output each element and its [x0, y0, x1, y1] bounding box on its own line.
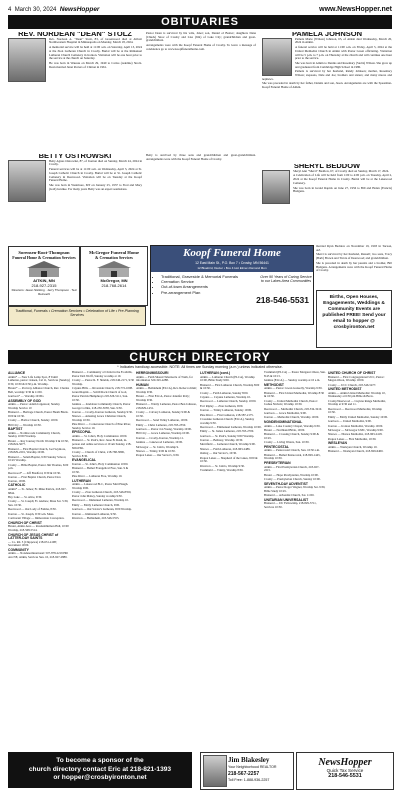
obituary-text: A funeral service will be held at 11:00 a.m. on Friday, April 5, 2024 at the United Methodist Church in Aitkin with Pastor Gwen officiating. Visitation will be 5 p.m. to 7 p.m. on Thursday at the church and will continue one hour prior to the service. [295, 45, 392, 61]
ad-location: McGregor, MN [100, 278, 128, 283]
ad-subheading: Funeral Home & Cremation Services [12, 255, 76, 260]
church-listing: Brainerd — First Lutheran Church, Worship 8:00 & 10:30. [200, 382, 260, 391]
church-listing: Aitkin — Pastor: Gwen Gunsolly, Worship 9:30. [264, 386, 323, 391]
church-listing: McGregor — McGregor UMC, Worship 9:00. [328, 427, 384, 432]
ad-heading: Koopf Funeral Home [151, 246, 313, 260]
ad-subheading: & Cremation Services [95, 255, 133, 260]
ad-phone[interactable]: 218-927-2315 [31, 283, 57, 288]
denomination-heading: WESLEYAN [328, 441, 347, 446]
church-listing: Aitkin — Faith Shared Tabernacle of Truth, for information 320-345-4288. [136, 374, 193, 383]
denomination-heading: EVANGELICAL [72, 458, 97, 463]
church-listing: Garrison — Pastor Jon Young, Worship 10:00. [136, 427, 192, 432]
agent-phone[interactable]: 218-567-2257 [228, 771, 260, 777]
church-listing: Pequot Lakes — Shepherd of the Lakes, 9:00 & 10:30. [200, 455, 258, 464]
church-listing: Crosby — Pastor R. F. Shields, 218-546-2171, 9:30 Worship. [72, 377, 134, 386]
denomination-heading: PENTECOSTAL [264, 444, 289, 449]
church-listing: Ironton — Crosby-Ironton, Worship 11. [136, 435, 184, 440]
portrait-photo [8, 38, 46, 82]
church-listing: Brainerd — UU Fellowship, 218-829-5711, Services 10:30. [264, 501, 317, 509]
services-list [151, 274, 259, 295]
church-listing: Brainerd — Salem Baptist, 9:30 Sunday School, 10:45 Worship. [8, 454, 67, 463]
church-directory-banner: CHURCH DIRECTORY [8, 350, 392, 364]
church-listing: Brainerd — First Congregational UCC, Pastor: Megan Olson, Worship 10:00. [328, 374, 385, 383]
denomination-heading: UNITED METHODIST [328, 387, 362, 392]
obituary-sheryl-beddow [262, 164, 392, 242]
denomination-heading: UNITARIAN UNIVERSALIST [264, 497, 309, 502]
church-listing: Jenkins (ELCA) — Sunday worship at 10 a.m. [264, 377, 321, 382]
church-listing: McGregor — St. John's, Worship 9. [136, 444, 179, 449]
church-listing: Crosby — Bible Baptist, Pastor Jim Thomas, 6:00 p.m. [8, 462, 69, 471]
obituary-dean-strolz [8, 32, 142, 150]
denomination-heading: BAPTIST [8, 427, 23, 432]
page-header [8, 4, 392, 14]
directory-column [264, 371, 326, 749]
directory-column [136, 371, 198, 749]
church-listing: Aitkin — First Presbyterian Church, 218-927-2215. [264, 464, 320, 473]
church-listing: Nisswa — Faith Lutheran, 218-963-2486. [200, 446, 251, 451]
church-listing: Aitkin — Lake Country Chapel, Worship 9:30. [264, 423, 321, 428]
footer-email[interactable]: or hopper@crosbyironton.net [53, 774, 147, 781]
denomination-heading: HERRON/MISSOURI [136, 371, 169, 375]
ad-phone[interactable]: 218-546-5531 [256, 294, 309, 305]
obituary-title: BETTY OSTROWSKI [38, 154, 112, 160]
newshopper-ad[interactable] [296, 752, 394, 790]
obituary-text: Sheryl Ann "Sherri" Beddow, 67, of Crosby died on Sunday, March 17, 2024. [293, 168, 390, 173]
denomination-heading: HUMAN [136, 382, 149, 387]
obituary-text: She is preceded in death by her parents and a brother, Bill Hudgens. Arrangements were with the Koopf Funeral Home of Crosby. [316, 260, 392, 273]
denomination-heading: SEVENTH-DAY ADVENTIST [264, 481, 308, 486]
obituary-text: Pamela Marie (Wilson) Johnson, 65, of Aitkin died Wednesday, March 20, 2024 in Aitkin. [295, 36, 392, 45]
church-listing: Outing — Our Savior's, 10:30. [200, 451, 237, 456]
denomination-heading: UNITED CHURCH OF CHRIST [328, 371, 376, 375]
church-listing: Aitkin — Wesleyan Church, Worship 10. [328, 444, 378, 449]
church-listing: Aitkin — Lutheran Church (ELCA), Worship 10:00, Bible Study 9:00. [200, 374, 255, 383]
church-listing: Brainerd — Wesleyan Church, 218-829-6400. [328, 449, 384, 454]
directory-column [200, 371, 262, 749]
ad-location: AITKIN, MN [33, 278, 55, 283]
portrait-photo [262, 170, 290, 204]
obituary-text: She was preceded in death by her father, Dennis and son, Jason. Arrangements are with the Spearman-Koopf Funeral Home of Aitkin. [262, 81, 392, 90]
denomination-heading: ALLIANCE [8, 371, 26, 375]
obituary-text: Rev. Nordean A. "Dean" Stolz, 83, of Greenwood died at Abbott Northwestern Hospital in Minneapolis on Monday, March 18, 2024. [49, 36, 142, 45]
denomination-heading: PRESBYTERIAN [264, 461, 291, 466]
church-listing: Grand Rapids — Soltill Rock Church of God, Pastor Patrick Humphreys 218-326-5111, Sun. 10:30. [72, 390, 128, 402]
church-listing: Brainerd — First United Methodist, Worship 8:30 & 10:30. [264, 390, 324, 399]
church-listing: Crosby — Zion Lutheran Church, 218-546-8350, Pastor John Mabey, Sunday worship 9:30. [72, 490, 132, 498]
ad-address: 12 East Main St., P.O. Box 7 • Crosby, MN 56441 [151, 260, 313, 266]
church-listing: Crosby — United Methodist Church, Pastor: Joshua Nichols; Worship 10:30. [264, 398, 318, 407]
agent-office: Toll Free: 1-888-936-2257 [228, 778, 270, 782]
church-listing: Garrison — St. Paul's, Sunday 9:00 Worship. [200, 433, 255, 438]
church-listing: — Co. Rd. 3 (Chippewa) 218-631-4198; Sacrament 10:00. [8, 539, 57, 548]
church-listing: Pequot Lakes — First Methodist, 10:30. [328, 436, 377, 441]
church-listing: Crosby — UCC Church, 218-546-5477. [328, 382, 377, 387]
church-listing: Garrison — United Methodist, 9:00. [328, 419, 372, 424]
ad-street: 12 Bluebird, Dexter • Box 4 Hot Elmer-Osmond Mon [151, 266, 313, 272]
koopf-funeral-home-ad[interactable] [150, 245, 314, 325]
ad-heading: Sorensen-Root-Thompson [18, 250, 70, 255]
church-listing: Deerwood — Methodist Church, 218-534-3210. [264, 406, 322, 411]
births-announcement-ad[interactable]: Births, Open Houses, Engagements, Weddings & Community Events are published FREE! Send your email to hopper @ crosbyironton.net [316, 290, 392, 348]
denomination-heading: NONDENOMINATIONAL [264, 419, 303, 424]
church-listing: Nisswa — Amazing Grace Christian Church, Worship 10:30. [72, 414, 127, 422]
church-listing: Garrison* — Worship 10:00a [8, 394, 44, 399]
obituary-betty-ostrowski-cont [146, 154, 256, 242]
church-listing: Crosby — Living Waters, Sun. 10:30. [264, 440, 310, 445]
site-url[interactable]: www.NewsHopper.net [319, 5, 392, 13]
obituary-text: She was born in Aitkin to Dennis and Rosemary (Stoltz) Wilson. She grew up and graduated from Cambridge High School in 1980. [295, 60, 392, 69]
church-listing: Ironton — St. Joseph, 9:30 a.m. Mass. [8, 511, 55, 516]
church-listing: Brainerd — Bethel Evangelical Free, Sun. 9 & 10:30. [72, 466, 129, 474]
denomination-heading: CATHOLIC [8, 483, 26, 488]
obituary-text: Pastor Dean is survived by his wife, Janet; son, Daniel of Baxter; daughters Dana (Chuck) Stroz of Crosby and Lisa (Jim) of Lake City; grandchildren and great-grandchildren. [146, 32, 256, 43]
church-listing: Aitkin — Bethlehem (ELCA), Rev. Rebecca Imm; Worship 9:30. [136, 386, 197, 394]
sponsor-footer [8, 752, 192, 788]
ad-directors: Directors: Jason Sticking · Jerry Thompson · Ted Reinoehl [11, 288, 77, 296]
mcgregor-funeral-ad[interactable] [80, 246, 148, 306]
church-listing: Pine River — Cornerstone Church of Pine River, Sunday Service 10. [72, 422, 131, 430]
church-listing: Bay Lake — St. Alice, 9:30. [8, 494, 42, 499]
obituary-title: SHERYL BEDDOW [293, 164, 361, 170]
church-listing: Nisswa — Trinity, 9:00 & 10:30. [136, 449, 176, 454]
church-listing: Ironton — Trinity Lutheran, Sunday 10:00. [200, 408, 252, 413]
agent-photo [203, 755, 227, 787]
church-listing: Aitkin — Nondenominational: 507-878-2219 Hill Ave NE, Aitkin, Services Sun. 10, 218-927-2880. [8, 551, 68, 560]
church-listing: Deerwood — Lutheran Church, Sunday 10:00. [200, 399, 257, 404]
church-listing: Riverton — Bethlehem, 218-546-5555. [72, 515, 120, 520]
church-listing: Emily — Christ Lutheran, 218-763-2350. [136, 422, 186, 427]
directory-column [8, 371, 70, 749]
page-info: 4 March 30, 2024 NewsHopper [8, 5, 100, 13]
denomination-heading: ASSEMBLY OF GOD [8, 398, 41, 403]
ad-brand: NewsHopper [318, 757, 372, 768]
obituary-text: A Celebration of Life will be held from 1:00 to 4:00 p.m. on Tuesday, April 2, 2024 at the Koopf Funeral Home in Crosby. Burial will be at the Lakewood Cemetery. [293, 173, 392, 185]
church-listing: Ironton — Methodist Church, Worship 10:00. [264, 415, 319, 420]
church-listing: Brainerd — Community of Christ in the Foothills, Pastor Deb Wolff, Sunday worship at 10. [72, 371, 133, 378]
church-listing: Ironton — Immanuel Lutheran, 9:30. [72, 511, 117, 516]
obituary-betty-ostrowski [8, 154, 142, 242]
ad-phone[interactable]: 218-768-2614 [101, 283, 127, 288]
obituary-text: married Ryan Beddow on November 19, 1993 in Tucson, AZ. [316, 245, 392, 252]
church-listing: Deerwood — Sand Valley Lutheran, 10:00. [136, 418, 189, 423]
obituary-text: She was born in Westmore, MT on January 25, 1937 to Fred and Mary (Gall) Grunke. For many years Betty was an expert seamstress. [49, 182, 142, 191]
church-listing: Crosby — St. Joseph; Fr. Andrew, Mass Sat. 5:30, Sun. 10:30. [8, 499, 69, 507]
denomination-heading: CHURCH OF JESUS CHRIST of LATTER-DAY SAINTS [8, 532, 59, 541]
obituary-pamela-johnson [262, 32, 392, 160]
denomination-heading: COMMUNITY [8, 547, 29, 552]
church-listing: Brainerd — Heritage Church, Pastor Heath Black. 9:00 & 10:30. [8, 410, 69, 418]
obituary-text: Betty Agnes Ostrowski, 87, of Ironton died on Sunday, March 24, 2024 in Crosby. [49, 158, 142, 167]
church-listing: Deerwood — Our Lady of Fatima, 8:30. [8, 507, 57, 512]
church-listing: Ironton — St. John's, Holy Communion 10:00. [72, 461, 129, 466]
church-directory-note: * Indicates handicap accessible. NOTE: All times are Sunday morning (a.m.) unless indicated otherwise. [117, 365, 283, 369]
denomination-heading: METHODIST [264, 382, 284, 387]
denomination-heading: LUTHERAN (cont.) [200, 371, 230, 375]
agent-name: Jim Blakesley [228, 756, 270, 764]
church-listing: Baxter — First ELCA, Pastor Jennifer Petty; Worship 9:30. [136, 394, 190, 402]
church-listing: Crosby — Church of Christ, 218-768-3806, Service 8:30. [72, 450, 125, 458]
denomination-heading: EPISCOPAL [72, 430, 92, 435]
church-listing: Aitkin — Pastor: Adam Jorgenson; Sunday Worship Service 10 [8, 402, 60, 410]
obituary-text: Arrangements were with the Koopf Funeral Home of Crosby. To leave a message of condolence go to www.koopffuneralhome.com. [146, 43, 256, 51]
church-listing: Crosby — Harbor Church, Sunday 10:00. [8, 418, 59, 423]
church-listing: Cormorant Village — Immaculate Conception. [8, 516, 65, 521]
church-listing: Garrison — Grace Methodist, 9:00. [264, 410, 307, 415]
church-listing: Aitkin — Aitkin United Methodist: Worship 10, Wednesday at 6:30 pm Bible & Brew. [328, 390, 386, 399]
church-listing: Deerwood — Deerwood Methodist, Worship 10:30. [328, 406, 382, 415]
church-listing: Nisswa — Nisswa Methodist, 218-963-2418. [328, 432, 383, 437]
church-listing: Crosslake Lutheran Church (ELCA), Sunday worship 9:30. [200, 416, 255, 425]
church-listing: Baxter — Ray Journey North: Worship 9 & 10:30, 218-824-5677. [8, 438, 69, 447]
portrait-photo [262, 38, 292, 76]
obituary-text: Betty is survived by three sons and grandchildren and great-grandchildren. Arrangements were with the Koopf Funeral Home of Crosby. [146, 154, 256, 161]
church-listing: Crosby — Calvary Lutheran, Sunday 9:00 & 10:30. [136, 410, 190, 418]
church-listing: Ironton — Bethany, Worship 10:30. [200, 438, 244, 443]
church-listing: Aitkin — Lakewood ELC, Pastor Matt Haugh. Worship 9:00. [72, 482, 129, 490]
church-listing: Hill City — Worship 10:30. [8, 422, 42, 427]
church-listing: Ironton — First Baptist Church, Pastor Don Ironton, 10:00. [8, 475, 61, 483]
sorensen-funeral-ad[interactable] [8, 246, 80, 306]
church-listing: Pine River — First Lutheran, 218-587-2175. [200, 412, 254, 417]
church-listing: Emily — St. James Lutheran, 218-763-2700. [200, 429, 254, 434]
newspaper-logo: NewsHopper [59, 5, 100, 13]
obituary-title: PAMELA JOHNSON [291, 32, 362, 38]
obituary-text: A memorial service will be held at 11:00 a.m. on Saturday, April 13, 2024 at the Zion Lutheran Church in Crosby. Burial will be at the Immanuel Lutheran Church Cemetery in Ironton. Visitation will be one hour prior to the service at the church on Saturday. [49, 45, 142, 61]
church-listing: Pine River — Lutheran Free, Worship 10. [72, 474, 123, 479]
church-listing: Crosby — Presbyterian Church, Sunday 10:00. [264, 477, 321, 481]
church-listing: Cuyuna — Cuyuna Lutheran, Worship 10. [200, 394, 251, 399]
church-listing: Baxter — Hope Presbyterian, Worship 10:00. [264, 472, 319, 477]
church-listing: Merrifield — Lutheran Church, Worship 9:00. [200, 442, 256, 447]
footer-line: church directory contact Eric at 218-821-1393 [28, 765, 172, 773]
church-listing: Cuyuna Hills — Riverside Church, 218-772-1008. [72, 385, 133, 390]
church-listing: Aitkin* — St. James; Fr. Mike Patrick, 218-927-6844. [8, 486, 67, 495]
church-listing: Brainerd — Crossing Church, Sunday 9:00 & 10:45. [264, 432, 319, 440]
portrait-photo [8, 160, 46, 202]
footer-line: To become a sponsor of the [56, 757, 144, 764]
obituary-sheryl-beddow-cont [316, 245, 392, 287]
obituary-text: She was born in Grand Rapids on June 27, 1956 to Bill and Helen (Francis) Hudgens. [293, 185, 392, 194]
service-item: • Out-of-town Arrangements [161, 284, 259, 289]
service-item: • Pre-arrangement Plan [161, 290, 259, 295]
directory-column [328, 371, 390, 749]
ad-tagline: Over 90 Years of Caring Service to our Lakes Area Communities [260, 275, 312, 283]
church-listing: Trommald — Trinity, Worship 8:30. [200, 468, 244, 472]
traditional-services-ad: Traditional, Funerals • Cremation Services • Celebration of Life • Pre-Planning Services [8, 306, 146, 326]
ad-heading: McGregor Funeral Home [88, 250, 140, 255]
building-illustration [95, 261, 133, 277]
church-listing: Pequot Lakes — Our Savior's, 9:30. [136, 453, 180, 458]
church-listing: Riverton — St. John's, Worship 9:30. [200, 463, 245, 468]
obituary-dean-strolz-cont [146, 32, 256, 150]
church-listing: Aitkin — St. John's, Holy Communion 10:00. [72, 434, 128, 439]
church-listing: Hill City — Grace Lutheran, Worship 10:00. [136, 431, 190, 436]
service-item: • Traditional, Graveside & Memorial Funerals [161, 274, 259, 279]
building-illustration [25, 261, 63, 277]
church-listing: Emily — Emily United Methodist, Sunday 10:00. [328, 414, 388, 419]
church-listing: Brainerd — Bethel Pentecostal, 218-829-1445, Worship 10:30. [264, 452, 321, 461]
church-listing: Baxter* — Portway Alliance Church, Rev. Charles Bell, worship: 9:30 & 11:00. [8, 386, 70, 394]
church-listing: Baxter — Northland Bible, 10:00. [264, 427, 305, 432]
ad-line: Quick Tax Service [326, 768, 364, 773]
church-listing: Brainerd — Trinity Lutheran, Pastor Ben Johnson, 218-829-1431. [136, 402, 197, 410]
church-listing: Aitkin — Pastor Roger Wagner, Worship Sat. 9:30, Bible Study 10:45. [264, 485, 326, 493]
denomination-heading: CHURCH OF CHRIST [8, 520, 42, 525]
obituary-text: Funeral services will be at 11:00 a.m. on Wednesday, April 3, 2024 at St. Joseph Catholic Church in Crosby. Burial will be at St. Joseph Catholic Cemetery in Deerwood. Visitation will be on Tuesday at the Koopf Funeral Home. [49, 167, 142, 183]
directory-column [72, 371, 134, 749]
church-listing: Jenkins — Jendoban Community Church, Pastor George Collins, 218-250-5058, Sun. 9:30. [72, 401, 131, 410]
church-listing: Jenkins — Lakewood Lutheran, 10:00. [136, 440, 183, 445]
church-listing: Brainerd — Adventist Church, Sat. 11:00. [264, 493, 315, 498]
obituary-text: Sherri is survived by her husband, Russell; two sons, Tracy (Barb) Brown and Travis of Deerwood; and grandchildren. [316, 252, 392, 261]
church-listing: Brainerd — First Baptist Church, Joel Seymore, 218-829-2201, Worship 10:00. [8, 446, 66, 455]
church-listing: Aitkin — Northwoods Community Church, Sunday 10:00 Worship. [8, 430, 61, 439]
church-listing: Crosby — Faith Lutheran, Sunday 8:00. [200, 390, 249, 395]
denomination-heading: LUTHERAN [72, 478, 91, 483]
church-listing: Aitkin* — New Life Lamp Spot, 8 Tamil Lutheran, pastor: Jensen, Cal 11, Services (Sunday) 9:30, 10:30 & 6:30 p.m. Worship. [8, 374, 70, 386]
obituary-title: REV. NORDEAN "DEAN" STOLZ [18, 32, 132, 38]
church-listing: Ironton — Ironton Methodist, Worship 10:00. [328, 423, 383, 428]
church-listing: Emily — Emily Lutheran Church, 9:00. [72, 502, 120, 507]
church-listing: Deerwood — Emmanuel Lutheran, Worship 10:00. [200, 424, 262, 429]
church-listing: Deerwood — Immanuel Lutheran, Worship 10. [72, 498, 129, 503]
agent-title: Your Neighborhood REALTOR [228, 765, 277, 769]
church-listing: Ironton — Crosby-Ironton Lutheran, Sunday 9:30. [72, 409, 133, 414]
church-listing: Fort Ripley — Zion Lutheran, 9:00. [200, 403, 244, 408]
church-listing: Deerwood* — Jeff Bradford, 9:30 & 10:30. [8, 470, 61, 475]
obituaries-banner: OBITUARIES [8, 15, 392, 29]
jim-blakesley-ad[interactable] [200, 752, 294, 790]
church-listing: Trommald (ELCA) — Pastor Margaret Olson, Sun. 8:45 & 10:15. [264, 371, 326, 378]
obituary-text: He was born in Wausau on March 29, 1940 to Carlos (Adeline) Strolz. Dean married Janet Porters of Clinton in 1961. [49, 60, 142, 69]
ad-phone[interactable]: 218-546-5531 [328, 773, 362, 779]
service-item: • Cremation Service [161, 279, 259, 284]
church-listing: Crosby/Deerwood — Cuyuna Range Methodist, Worship at 9:30 and 11. [328, 398, 386, 407]
church-listing: Baxter, Aitkin Area — Rondemhirmen Hall, 10:00 Worship, 218-568-5514. [8, 524, 69, 532]
church-listing: Brainerd — St. Paul's, Rev. Jesse B. Rush, in-person and online services at 10 am Sunday, 218-829-6391. [72, 438, 132, 450]
church-listing: Garrison — Our Savior's Lutheran, 9:00 Worship. [72, 507, 132, 512]
church-listing: Aitkin — Pentecostal Church, Sun. 10:30 a.m. [264, 448, 320, 453]
obituary-text: Pamela is survived by her husband, Randy Johnson; mother, Rosemary Wilson; stepsons, Dale and Joe; brothers and sisters; and many nieces and nephews. [262, 69, 392, 81]
